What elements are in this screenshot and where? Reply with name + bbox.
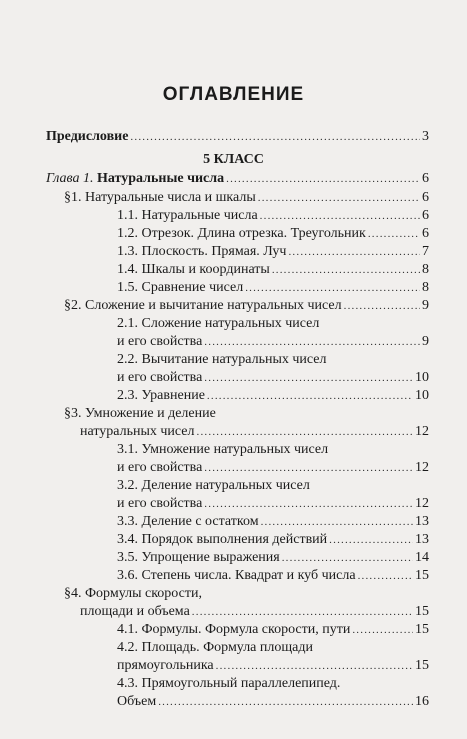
toc-subsection-3-6[interactable] (117, 567, 429, 585)
class-heading: 5 КЛАСС (203, 152, 264, 167)
toc-entry-title: 1.3. Плоскость. Прямая. Луч (117, 244, 287, 259)
page-title: ОГЛАВЛЕНИЕ (162, 84, 305, 105)
dot-leader (329, 531, 413, 549)
toc-page-number: 7 (422, 244, 429, 259)
toc-page-number: 9 (422, 334, 429, 349)
toc-entry-title: §1. Натуральные числа и шкалы (64, 190, 256, 205)
toc-subsection-2-1[interactable] (117, 333, 429, 351)
toc-entry-title-line2: прямоугольника (117, 658, 214, 673)
dot-leader (282, 549, 413, 567)
toc-entry-title-line2: и его свойства (117, 460, 203, 475)
toc-page-number: 12 (415, 424, 429, 439)
toc-page-number: 14 (415, 550, 429, 565)
toc-subsection-4-2[interactable] (117, 657, 429, 675)
toc-entry-title-line2: Объем (117, 694, 157, 709)
dot-leader (272, 261, 420, 279)
dot-leader (192, 603, 413, 621)
toc-subsection-1-2[interactable] (117, 225, 429, 243)
dot-leader (288, 243, 420, 261)
toc-page-number: 15 (415, 658, 429, 673)
toc-section-1[interactable] (64, 189, 429, 207)
toc-entry-title: §2. Сложение и вычитание натуральных чисел (64, 298, 342, 313)
toc-page-number: 10 (415, 370, 429, 385)
toc-entry-title-line1: 2.2. Вычитание натуральных чисел (117, 352, 327, 367)
dot-leader (261, 513, 413, 531)
toc-entry-title-line2: натуральных чисел (80, 424, 195, 439)
toc-subsection-4-1[interactable] (117, 621, 429, 639)
toc-entry-title-line1: 3.1. Умножение натуральных чисел (117, 442, 329, 457)
dot-leader (258, 189, 420, 207)
dot-leader (204, 459, 413, 477)
toc-entry-title: 3.6. Степень числа. Квадрат и куб числа (117, 568, 356, 583)
toc-page-number: 13 (415, 532, 429, 547)
toc-entry-title: 1.2. Отрезок. Длина отрезка. Треугольник (117, 226, 366, 241)
toc-subsection-1-5[interactable] (117, 279, 429, 297)
toc-entry-title: Предисловие (46, 129, 129, 144)
dot-leader (352, 621, 413, 639)
toc-page-number: 16 (415, 694, 429, 709)
toc-page-number: 8 (422, 262, 429, 277)
toc-entry-title-line1: 4.3. Прямоугольный параллелепипед. (117, 676, 341, 691)
toc-page-number: 6 (422, 208, 429, 223)
toc-page-number: 8 (422, 280, 429, 295)
toc-entry-title: Натуральные числа (96, 171, 225, 186)
toc-subsection-1-4[interactable] (117, 261, 429, 279)
toc-subsection-3-2[interactable] (117, 495, 429, 513)
toc-entry-title: 4.1. Формулы. Формула скорости, пути (117, 622, 351, 637)
toc-subsection-3-4[interactable] (117, 531, 429, 549)
toc-entry-title-line1: §4. Формулы скорости, (64, 586, 202, 601)
toc-subsection-1-3[interactable] (117, 243, 429, 261)
toc-page-number: 9 (422, 298, 429, 313)
toc-entry-title: 3.3. Деление с остатком (117, 514, 259, 529)
toc-entry-title: 2.3. Уравнение (117, 388, 205, 403)
toc-page-number: 6 (422, 171, 429, 186)
dot-leader (158, 693, 413, 711)
toc-entry-title-line1: 4.2. Площадь. Формула площади (117, 640, 313, 655)
chapter-prefix: Глава 1. (46, 171, 94, 186)
toc-entry-title-line2: площади и объема (80, 604, 190, 619)
dot-leader (344, 297, 420, 315)
dot-leader (204, 369, 413, 387)
toc-preface[interactable] (46, 128, 429, 146)
toc-entry-title-line1: §3. Умножение и деление (64, 406, 216, 421)
toc-entry-title-line2: и его свойства (117, 334, 203, 349)
toc-page-number: 15 (415, 604, 429, 619)
toc-subsection-3-3[interactable] (117, 513, 429, 531)
dot-leader (204, 333, 420, 351)
toc-subsection-3-1[interactable] (117, 459, 429, 477)
toc-entry-title: 3.4. Порядок выполнения действий (117, 532, 328, 547)
toc-page-number: 15 (415, 622, 429, 637)
dot-leader (130, 128, 420, 146)
dot-leader (226, 170, 420, 188)
toc-entry-title: 1.5. Сравнение чисел (117, 280, 244, 295)
toc-page-number: 12 (415, 460, 429, 475)
toc-subsection-1-1[interactable] (117, 207, 429, 225)
toc-page-number: 12 (415, 496, 429, 511)
dot-leader (216, 657, 413, 675)
toc-entry-title: 1.1. Натуральные числа (117, 208, 258, 223)
toc-subsection-2-2[interactable] (117, 369, 429, 387)
toc-entry-title: 1.4. Шкалы и координаты (117, 262, 270, 277)
toc-entry-title-line1: 2.1. Сложение натуральных чисел (117, 316, 320, 331)
toc-page-number: 6 (422, 190, 429, 205)
dot-leader (260, 207, 420, 225)
toc-section-3[interactable] (80, 423, 429, 441)
toc-chapter-1[interactable] (46, 170, 429, 188)
toc-section-4[interactable] (80, 603, 429, 621)
toc-page-number: 10 (415, 388, 429, 403)
toc-entry-title-line1: 3.2. Деление натуральных чисел (117, 478, 310, 493)
toc-entry-title-line2: и его свойства (117, 370, 203, 385)
toc-page-number: 6 (422, 226, 429, 241)
toc-subsection-2-3[interactable] (117, 387, 429, 405)
toc-entry-title: 3.5. Упрощение выражения (117, 550, 280, 565)
dot-leader (197, 423, 413, 441)
toc-page-number: 13 (415, 514, 429, 529)
dot-leader (204, 495, 413, 513)
dot-leader (358, 567, 413, 585)
toc-page-number: 15 (415, 568, 429, 583)
toc-subsection-3-5[interactable] (117, 549, 429, 567)
toc-section-2[interactable] (64, 297, 429, 315)
dot-leader (368, 225, 420, 243)
toc-page-number: 3 (422, 129, 429, 144)
toc-entry-title-line2: и его свойства (117, 496, 203, 511)
dot-leader (245, 279, 420, 297)
toc-subsection-4-3[interactable] (117, 693, 429, 711)
dot-leader (207, 387, 413, 405)
